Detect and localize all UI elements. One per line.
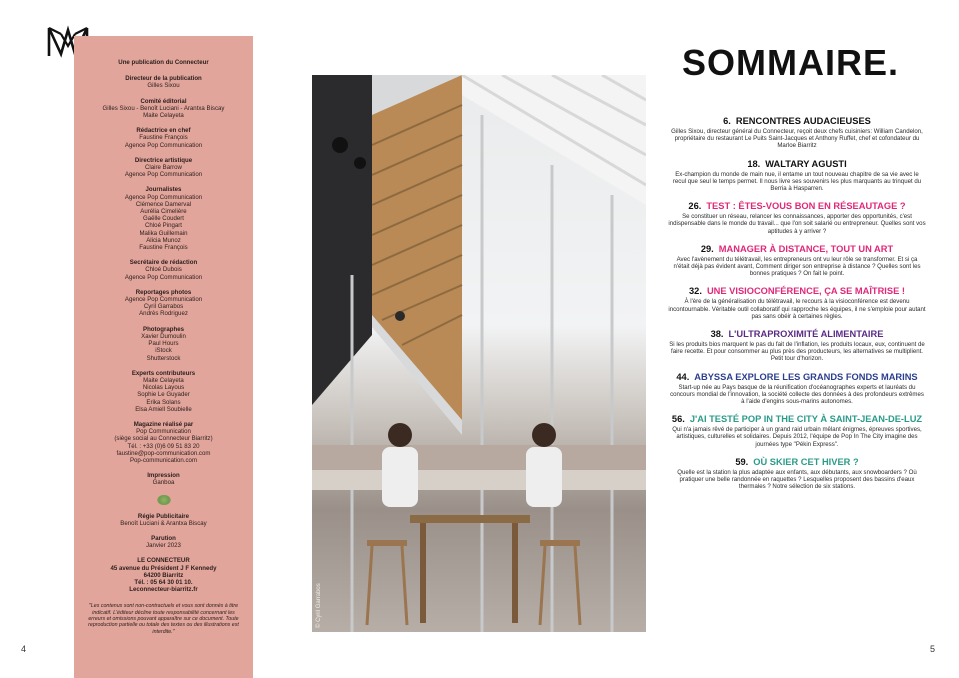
- colophon-line: Chloé Pingart: [145, 222, 182, 230]
- toc-title: WALTARY AGUSTI: [765, 158, 847, 169]
- photo-credit: © Cyril Garrabos: [316, 583, 322, 628]
- colophon-section-title: Photographes: [143, 325, 184, 333]
- toc-page-number: 32.: [689, 286, 702, 297]
- colophon-line: Chloé Dubois: [145, 266, 182, 274]
- colophon-section-title: Directeur de la publication: [125, 75, 202, 83]
- colophon-section-title: Impression: [147, 472, 180, 480]
- colophon-line: Aurélia Cimelière: [140, 208, 187, 216]
- toc-title: L'ULTRAPROXIMITÉ ALIMENTAIRE: [728, 329, 884, 340]
- colophon-section: [74, 98, 253, 120]
- colophon-section-title: Directrice artistique: [134, 156, 193, 164]
- address-block: [74, 565, 253, 594]
- toc-page-number: 6.: [723, 116, 731, 126]
- colophon-section: [74, 370, 253, 413]
- toc-description: À l'ère de la généralisation du télétravail, le recours à la visioconférence est devenu incontournable. Véritable outil collaboratif qui rapproche les équipes, il ne s'emploie pour autant pas sans obéir à certaines règles.: [668, 298, 926, 320]
- address-line: 45 avenue du Président J F Kennedy: [110, 564, 217, 572]
- colophon-section: [74, 157, 253, 179]
- colophon-section-title: Parution: [151, 534, 176, 542]
- colophon-line: Agence Pop Communication: [124, 193, 203, 201]
- colophon-line: Gilles Sixou - Benoît Luciani - Arantxa Biscay: [102, 104, 225, 112]
- toc-item: [668, 414, 926, 448]
- colophon-panel: [74, 36, 253, 678]
- toc-item: [668, 457, 926, 491]
- colophon-line: Andrès Rodriguez: [139, 310, 188, 318]
- colophon-line: Malika Guillemain: [139, 229, 188, 237]
- colophon-line: Sophie Le Guyader: [137, 391, 190, 399]
- toc-item: [668, 372, 926, 406]
- colophon-section: [74, 289, 253, 318]
- colophon-line: iStock: [155, 347, 172, 355]
- photo-illustration: [312, 75, 646, 632]
- toc-heading: [668, 201, 926, 211]
- colophon-line: Cyril Garrabos: [143, 303, 184, 311]
- colophon-section: [74, 186, 253, 251]
- toc-heading: [668, 244, 926, 254]
- colophon-section: [74, 75, 253, 89]
- table-of-contents: [668, 116, 926, 499]
- colophon-line: Gilles Sixou: [147, 82, 180, 90]
- toc-item: [668, 244, 926, 278]
- toc-heading: [668, 286, 926, 296]
- cover-photo: [312, 75, 646, 632]
- colophon-line: Agence Pop Communication: [124, 273, 203, 281]
- colophon-line: Alicia Munoz: [146, 236, 181, 244]
- printer-label-icon: [157, 495, 171, 505]
- toc-page-number: 38.: [710, 329, 724, 340]
- page-title: SOMMAIRE.: [682, 42, 900, 83]
- toc-page-number: 59.: [735, 456, 749, 467]
- colophon-line: Faustine François: [139, 134, 188, 142]
- colophon-line: Benoît Luciani & Arantxa Biscay: [120, 519, 207, 527]
- toc-heading: [668, 414, 926, 424]
- colophon-line: Agence Pop Communication: [124, 171, 203, 179]
- toc-item: [668, 159, 926, 193]
- toc-description: Si les produits bios marquent le pas du fait de l'inflation, les produits locaux, eux, continuent de faire recette. Et pour consommer au plus près des producteurs, les alternatives se multiplient. Petit tour d'horizon.: [669, 341, 925, 363]
- colophon-line: Gaëlle Coudert: [143, 215, 184, 223]
- toc-description: Se constituer un réseau, relancer les connaissances, apporter des opportunités, c'est indispensable dans le monde du travail... que l'on soit salarié ou entrepreneur. Quelles sont vos aptitudes à y arriver ?: [668, 213, 926, 235]
- toc-heading: [668, 457, 926, 467]
- colophon-line: Paul Hours: [148, 340, 179, 348]
- colophon-section-title: Régie Publicitaire: [137, 512, 190, 520]
- page-number-left: 4: [21, 644, 27, 654]
- toc-item: [668, 201, 926, 235]
- colophon-section-title: Reportages photos: [135, 288, 192, 296]
- colophon-section-title: Experts contributeurs: [131, 369, 196, 377]
- colophon-section-title: Magazine réalisé par: [133, 420, 194, 428]
- toc-title: RENCONTRES AUDACIEUSES: [735, 116, 871, 126]
- toc-heading: [668, 329, 926, 339]
- toc-title: OÙ SKIER CET HIVER ?: [753, 456, 859, 467]
- colophon-line: Maite Celayeta: [143, 112, 184, 120]
- colophon-line: Erika Solans: [146, 398, 181, 406]
- toc-heading: [668, 159, 926, 169]
- toc-title: ABYSSA EXPLORE LES GRANDS FONDS MARINS: [694, 371, 918, 382]
- colophon-line: Pop Communication: [136, 428, 191, 436]
- toc-item: [668, 116, 926, 150]
- colophon-line: Agence Pop Communication: [124, 141, 203, 149]
- toc-description: Qui n'a jamais rêvé de participer à un grand raid urbain mêlant énigmes, épreuves sportives, artistiques, culturelles et solidaires. Depuis 2012, l'équipe de Pop In The City imagine des journées type "Pékin Express".: [672, 426, 922, 448]
- colophon-line: (siège social au Connecteur Biarritz): [114, 435, 213, 443]
- toc-description: Gilles Sixou, directeur général du Connecteur, reçoit deux chefs cuisiniers: William Candelon, propriétaire du restaurant Le Puits Saint-Jacques et Anthony Ruffet, chef et cofondateur du Marloe Biarritz: [671, 128, 923, 150]
- toc-description: Ex-champion du monde de main nue, il entame un tout nouveau chapitre de sa vie avec le recul que seul le temps permet. Il nous livre ses souvenirs les plus marquants au trinquet du Berria à Hasparren.: [672, 170, 922, 193]
- toc-title: MANAGER À DISTANCE, TOUT UN ART: [718, 243, 894, 254]
- toc-page-number: 29.: [700, 243, 714, 254]
- colophon-line: Pop-communication.com: [129, 456, 198, 464]
- colophon-section: [74, 472, 253, 486]
- colophon-section-title: Journalistes: [145, 186, 182, 194]
- address-line: 64200 Biarritz: [143, 571, 184, 579]
- toc-item: [668, 286, 926, 320]
- colophon-line: Janvier 2023: [146, 542, 181, 550]
- colophon-section: [74, 259, 253, 281]
- toc-description: Avec l'avènement du télétravail, les entrepreneurs ont vu leur rôle se transformer. Et si ça n'était déjà pas évident avant, Comment diriger son entreprise à distance ? Quelles sont les bonnes pratiques ? On fait le point.: [673, 255, 921, 278]
- colophon-line: Elsa Amiell Soubielle: [135, 405, 192, 413]
- colophon-line: Shutterstock: [146, 354, 181, 362]
- toc-page-number: 26.: [688, 201, 702, 212]
- colophon-section-title: Secrétaire de rédaction: [129, 259, 198, 267]
- colophon-section-title: Comité éditorial: [140, 97, 187, 105]
- colophon-line: Faustine François: [139, 244, 188, 252]
- colophon-line: Tél. : +33 (0)6 09 51 83 20: [127, 442, 200, 450]
- toc-title: TEST : ÊTES-VOUS BON EN RÉSEAUTAGE ?: [706, 201, 906, 212]
- colophon-line: Clémence Damerval: [135, 200, 192, 208]
- toc-page-number: 44.: [676, 371, 690, 382]
- colophon-line: Nicolas Layous: [142, 384, 185, 392]
- colophon-line: Claire Barrow: [145, 164, 182, 172]
- legal-disclaimer: "Les contenus sont non-contractuels et vous sont donnés à titre indicatif. L'éditeur décline toute responsabilité concernant les erreurs et omissions pouvant apparaître sur ce document. Toute reproduction partielle ou totale des textes ou des illustrations est interdite.": [88, 603, 239, 635]
- toc-page-number: 18.: [747, 158, 761, 169]
- colophon-line: Ganboa: [152, 479, 175, 487]
- address-line: Leconnecteur-biarritz.fr: [129, 586, 198, 594]
- toc-heading: [668, 116, 926, 126]
- toc-heading: [668, 372, 926, 382]
- toc-title: J'AI TESTÉ POP IN THE CITY À SAINT-JEAN-DE-LUZ: [689, 414, 923, 425]
- colophon-section: [74, 326, 253, 362]
- colophon-line: Maite Celayeta: [143, 376, 184, 384]
- colophon-section-title: Rédactrice en chef: [136, 127, 191, 135]
- address-line: Tél. : 05 64 30 01 10.: [134, 578, 193, 586]
- toc-description: Start-up née au Pays basque de la réunification d'océanographes experts et lauréats du concours mondial de l'innovation, la société collecte des données à des profondeurs extrêmes à l'aide d'engins sous-marins autonomes.: [670, 383, 924, 406]
- colophon-line: Agence Pop Communication: [124, 296, 203, 304]
- colophon-intro: Une publication du Connecteur: [118, 59, 209, 66]
- toc-description: Quelle est la station la plus adaptée aux enfants, aux débutants, aux snowboarders ? Où pratiquer une belle randonnée en raquettes ? Lesquelles proposent des bassins d'eaux thermales ? Notre sélection de six stations.: [677, 468, 917, 491]
- colophon-line: faustine@pop-communication.com: [116, 449, 211, 457]
- toc-page-number: 56.: [671, 414, 685, 425]
- colophon-section: [74, 127, 253, 149]
- colophon-line: Xavier Dumoulin: [141, 332, 186, 340]
- colophon-section: [74, 421, 253, 464]
- toc-title: UNE VISIOCONFÉRENCE, ÇA SE MAÎTRISE !: [706, 286, 905, 297]
- page-number-right: 5: [930, 644, 936, 654]
- address-title: LE CONNECTEUR: [137, 557, 190, 565]
- colophon-section: [74, 513, 253, 527]
- toc-item: [668, 329, 926, 363]
- colophon-section: [74, 535, 253, 549]
